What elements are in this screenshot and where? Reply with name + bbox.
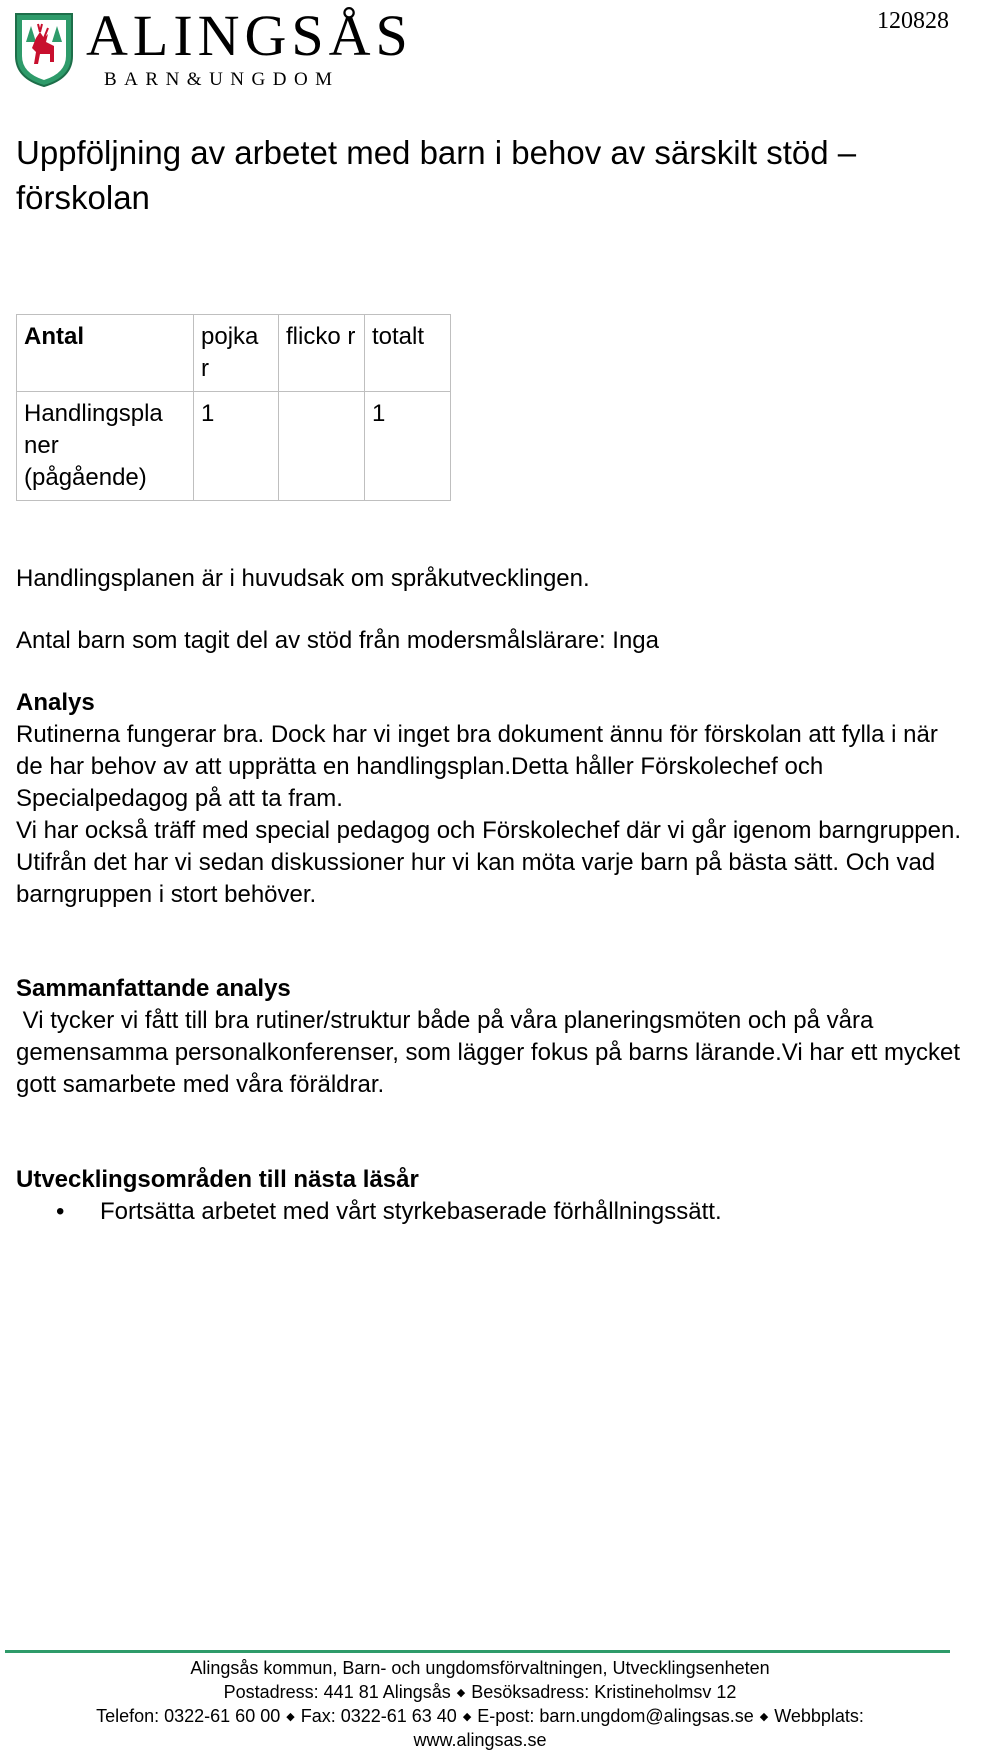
footer-besoksadress: Besöksadress: Kristineholmsv 12 <box>471 1682 737 1702</box>
section-heading-sammanfattande: Sammanfattande analys <box>16 975 291 1002</box>
diamond-icon: ◆ <box>462 1711 472 1724</box>
analys-text-2: Vi har också träff med special pedagog och Förskolechef där vi går igenom barngruppen. Utifrån det har vi sedan diskussioner hur vi kan möta varje barn på bästa sätt. Och vad barngruppen i stort behöver. <box>16 817 961 908</box>
footer-divider <box>5 1650 950 1653</box>
footer-epost[interactable]: E-post: barn.ungdom@alingsas.se <box>477 1706 754 1726</box>
alingsas-logo <box>14 3 413 92</box>
count-table <box>16 314 451 501</box>
table-header-cell: flicko r <box>279 315 365 392</box>
section-heading-utveckling: Utvecklingsområden till nästa läsår <box>16 1166 419 1193</box>
footer-organisation: Alingsås kommun, Barn- och ungdomsförvaltningen, Utvecklingsenheten <box>190 1658 770 1678</box>
table-cell: 1 <box>194 392 279 501</box>
diamond-icon: ◆ <box>759 1711 769 1724</box>
table-header-cell: Antal <box>17 315 194 392</box>
analys-text-1: Rutinerna fungerar bra. Dock har vi inget bra dokument ännu för förskolan att fylla i när de har behov av att upprätta en handlingsplan.Detta håller Förskolechef och Specialpedagog på att ta fram. <box>16 721 938 812</box>
document-number: 120828 <box>877 8 949 34</box>
table-row <box>17 392 451 501</box>
footer-webb-label: Webbplats: <box>774 1706 864 1726</box>
footer-webb-url[interactable]: www.alingsas.se <box>413 1730 547 1750</box>
logo-subtitle: BARN&UNGDOM <box>104 69 340 90</box>
page-title: Uppföljning av arbetet med barn i behov av särskilt stöd – förskolan <box>16 134 857 216</box>
table-cell: Handlingspla ner (pågående) <box>17 392 194 501</box>
section-heading-analys: Analys <box>16 689 95 716</box>
diamond-icon: ◆ <box>286 1711 295 1724</box>
footer-contacts <box>0 1704 960 1729</box>
list-item-text: Fortsätta arbetet med vårt styrkebaserade förhållningssätt. <box>100 1198 722 1225</box>
footer-addresses <box>0 1680 960 1705</box>
bullet-icon: • <box>56 1198 65 1225</box>
diamond-icon: ◆ <box>456 1687 466 1700</box>
table-cell <box>279 392 365 501</box>
footer-postadress: Postadress: 441 81 Alingsås <box>223 1682 451 1702</box>
sammanfattande-text: Vi tycker vi fått till bra rutiner/struktur både på våra planeringsmöten och på våra gemensamma personalkonferenser, som lägger fokus på barns lärande.Vi har ett mycket gott samarbete med våra föräldrar. <box>16 1007 967 1098</box>
table-header-cell: pojka r <box>194 315 279 392</box>
table-cell: 1 <box>365 392 451 501</box>
logo-name: ALINGSÅS <box>86 3 413 68</box>
paragraph-handlingsplan: Handlingsplanen är i huvudsak om språkutvecklingen. <box>16 565 590 592</box>
footer-fax: Fax: 0322-61 63 40 <box>300 1706 457 1726</box>
crest-icon <box>14 12 74 88</box>
paragraph-modersmal: Antal barn som tagit del av stöd från modersmålslärare: Inga <box>16 627 659 654</box>
table-header-cell: totalt <box>365 315 451 392</box>
footer-telefon: Telefon: 0322-61 60 00 <box>96 1706 281 1726</box>
table-header-row <box>17 315 451 392</box>
